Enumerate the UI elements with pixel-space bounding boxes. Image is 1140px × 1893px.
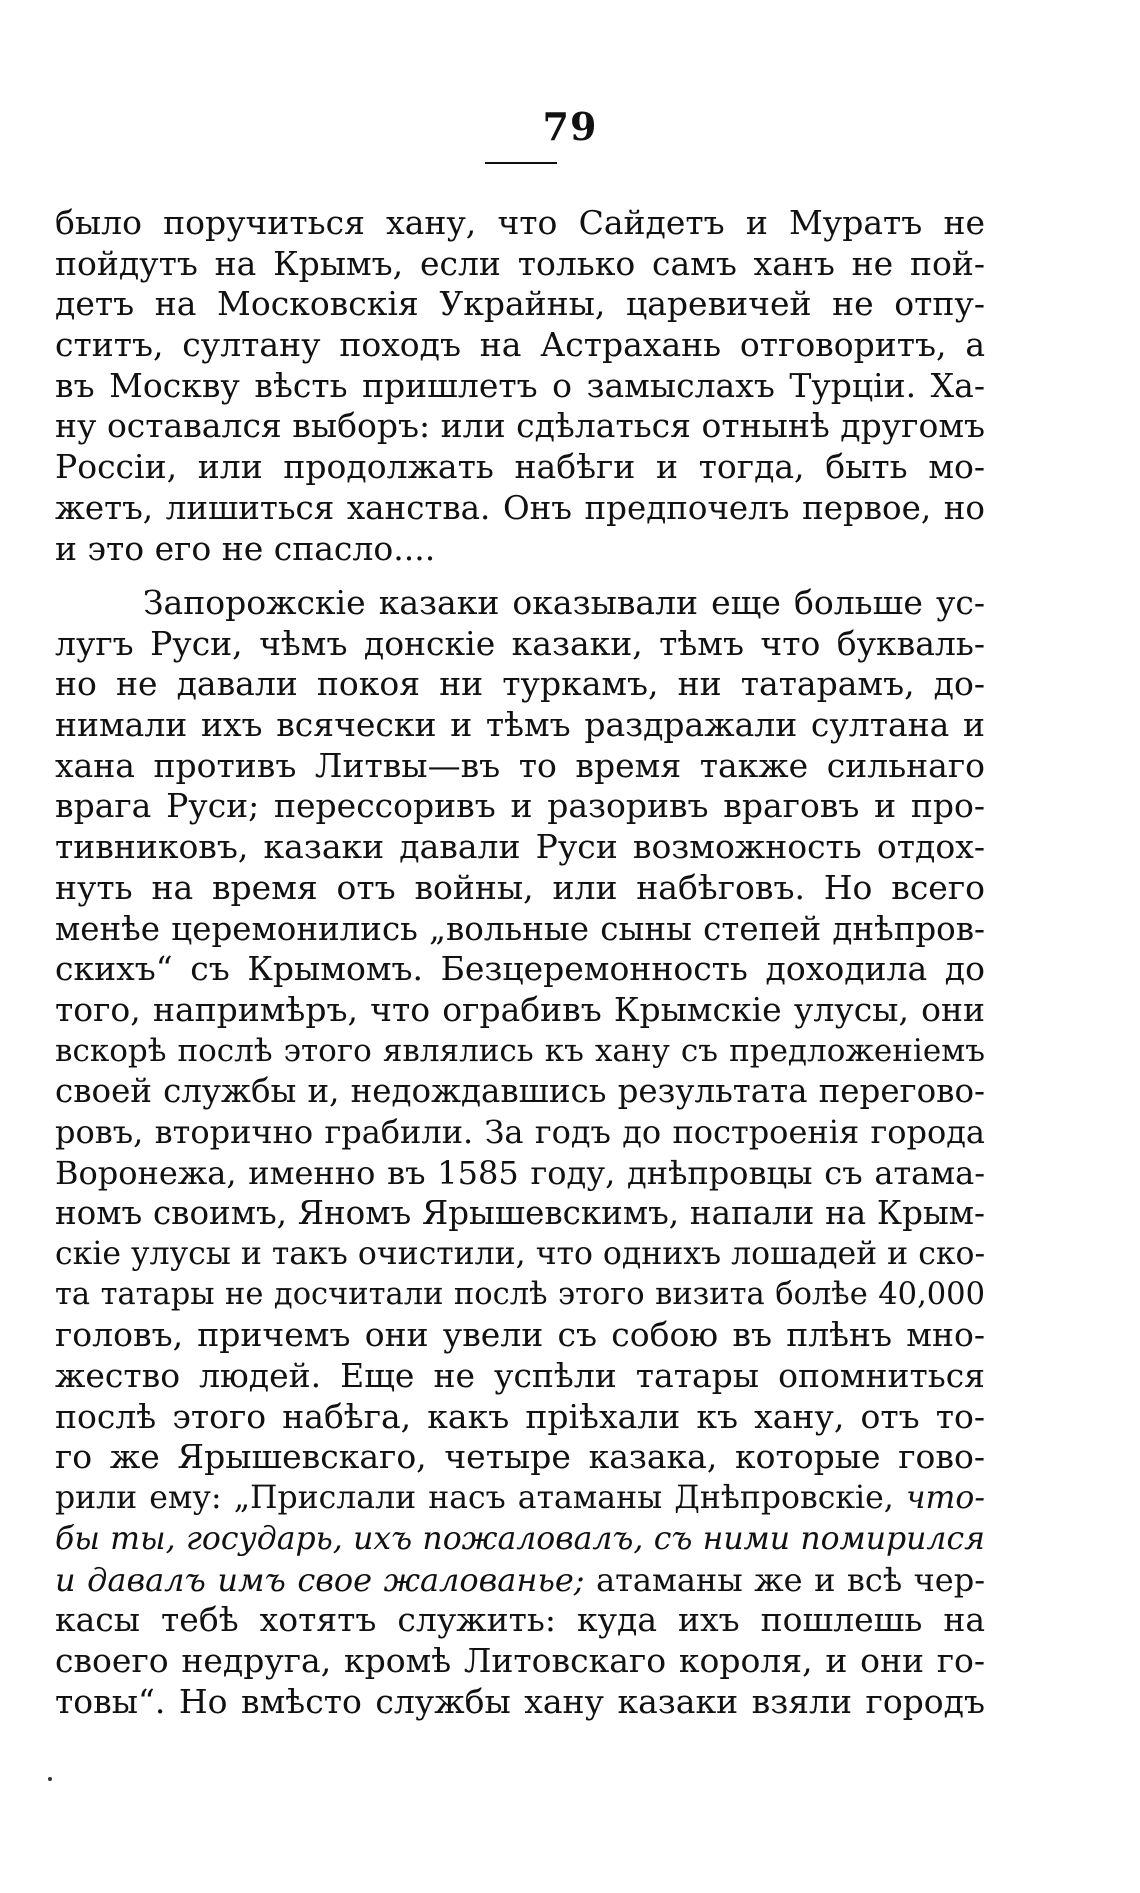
text-line: ровъ, вторично грабили. За годъ до построенія города [55,1112,985,1151]
text-line: ститъ, султану походъ на Астрахань отговоритъ, а [55,325,985,365]
italic-quote-line: бы ты, государь, ихъ пожаловалъ, съ ними помирился [55,1520,985,1557]
text-line: хана противъ Литвы—въ то время также сильнаго [55,745,985,785]
text-line: но не давали покоя ни туркамъ, ни татарамъ, до- [55,664,985,704]
text-line: касы тебѣ хотятъ служить: куда ихъ пошлешь на [55,1600,985,1640]
text-line: Воронежа, именно въ 1585 году, днѣпровцы съ атама- [55,1153,985,1192]
text-line: было поручиться хану, что Сайдетъ и Муратъ не [55,203,985,242]
text-line: вскорѣ послѣ этого являлись къ хану съ предложеніемъ [55,1032,985,1069]
text-line: того, напримѣръ, что ограбивъ Крымскіе улусы, они [55,989,985,1029]
paragraph-2 [55,583,985,1722]
text-line: Россіи, или продолжать набѣги и тогда, быть мо- [55,447,985,487]
quote-start: рили ему: „Прислали насъ атаманы Днѣпровскіе, [55,1480,894,1517]
text-line: нуть на время отъ войны, или набѣговъ. Но всего [55,867,985,907]
text-line: врага Руси; перессоривъ и разоривъ враговъ и про- [55,786,985,826]
text-line [55,1478,985,1519]
text-line: своего недруга, кромѣ Литовскаго короля, и они го- [55,1640,985,1680]
text-line [55,1519,985,1560]
text-line: скіе улусы и такъ очистили, что однихъ лошадей и ско- [55,1236,986,1272]
text-line: жетъ, лишиться ханства. Онъ предпочелъ первое, но [55,488,985,527]
text-line: та татары не досчитали послѣ этого визита болѣе 40,000 [55,1276,985,1312]
italic-quote-fragment: что- [905,1480,986,1517]
text-line: головъ, причемъ они увели съ собою въ плѣнъ мно- [55,1315,985,1355]
text-line: лугъ Руси, чѣмъ донскіе казаки, тѣмъ что букваль- [55,623,985,663]
text-line: нимали ихъ всячески и тѣмъ раздражали султана и [55,705,985,745]
text-line: детъ на Московскія Украйны, царевичей не отпу- [55,284,985,324]
text-line: менѣе церемонились „вольные сыны степей днѣпров- [55,909,985,948]
text-after-quote: атаманы же и всѣ чер- [584,1560,986,1599]
page-number-rule [485,162,557,164]
text-line: скихъ“ съ Крымомъ. Безцеремонность доходила до [55,949,985,989]
text-line: номъ своимъ, Яномъ Ярышевскимъ, напали на Крым- [55,1194,985,1233]
text-line: послѣ этого набѣга, какъ пріѣхали къ хану, отъ то- [55,1396,985,1436]
text-line [55,1560,985,1601]
text-line: своей службы и, недождавшись результата перегово- [55,1072,985,1111]
text-line: въ Москву вѣсть пришлетъ о замыслахъ Турціи. Ха- [55,365,985,405]
page-number: 79 [542,104,598,149]
text-line: ну оставался выборъ: или сдѣлаться отнынѣ другомъ [55,406,985,446]
text-line: жество людей. Еще не успѣли татары опомниться [55,1356,985,1396]
text-line: и это его не спасло.... [55,528,436,568]
text-line: го же Ярышевскаго, четыре казака, которые гово- [55,1437,985,1477]
text-line: товы“. Но вмѣсто службы хану казаки взяли городъ [55,1681,985,1721]
text-line: пойдутъ на Крымъ, если только самъ ханъ не пой- [55,243,985,283]
text-line: тивниковъ, казаки давали Руси возможность отдох- [55,827,985,867]
print-speck [48,1777,52,1781]
italic-quote-line: и давалъ имъ свое жалованье; [55,1560,585,1599]
text-line: Запорожскіе казаки оказывали еще больше ус- [143,583,985,622]
paragraph-1 [55,203,985,569]
